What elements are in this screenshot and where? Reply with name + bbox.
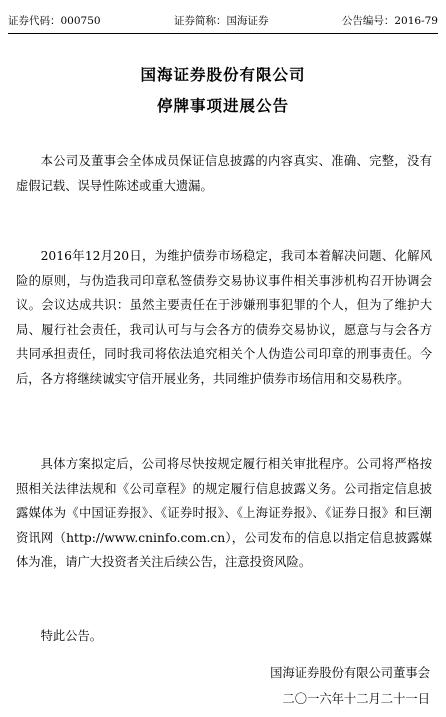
closing-paragraph: 特此公告。 [40, 629, 103, 643]
disclaimer-paragraph: 本公司及董事会全体成员保证信息披露的内容真实、准确、完整，没有虚假记载、误导性陈述或重大遗漏。 [16, 154, 432, 193]
disclosure-paragraph: 具体方案拟定后，公司将尽快按规定履行相关审批程序。公司将严格按照相关法律法规和《公司章程》的规定履行信息披露义务。公司指定信息披露媒体为《中国证券报》、《证券时报》、《上海证券报》、《证券日报》和巨潮资讯网（http://www.cninfo.com.cn），公司发布的信息以指定信息披露媒体为准，请广大投资者关注后续公告，注意投资风险。 [16, 457, 432, 569]
announcement-number: 公告编号：2016-79 [341, 14, 438, 27]
announcement-title: 停牌事项进展公告 [156, 97, 289, 115]
signature-company: 国海证券股份有限公司董事会 [270, 666, 430, 680]
meeting-paragraph: 2016年12月20日，为维护债券市场稳定，我司本着解决问题、化解风险的原则，与伪造我司印章私签债券交易协议事件相关事涉机构召开协调会议。会议达成共识：虽然主要责任在于涉嫌刑事犯罪的个人，但为了维护大局、履行社会责任，我司认可与与会各方的债券交易协议，愿意与与会各方共同承担责任，同时我司将依法追究相关个人伪造公司印章的刑事责任。今后，各方将继续诚实守信开展业务，共同维护债券市场信用和交易秩序。 [16, 249, 432, 386]
stock-name: 证券简称：国海证券 [173, 14, 269, 27]
company-title: 国海证券股份有限公司 [140, 66, 306, 84]
signature-date: 二〇一六年十二月二十一日 [282, 692, 430, 706]
announcement-header [8, 10, 438, 30]
header-divider [8, 33, 438, 34]
stock-code: 证券代码：000750 [8, 14, 101, 27]
